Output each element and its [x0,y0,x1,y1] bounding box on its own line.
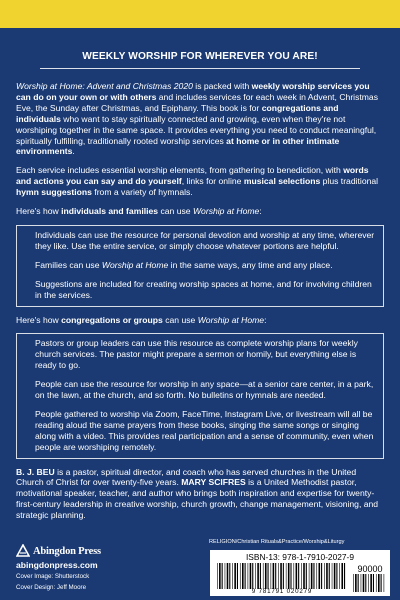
price-code: 90000 [357,564,383,574]
bold-phrase: hymn suggestions [16,187,92,198]
suggestions-item: Suggestions are included for creating worship spaces at home, and for involving children in the services. [35,278,372,300]
text-span: who want to stay spiritually connected and growing, even when they're not worshiping together in the same space. It provides everything you need to conduct meaningful, spiritually fulfilling, traditionally rooted worship services [16,113,377,146]
book-title-italic: Worship at Home: Advent and Christmas 2020 [16,81,193,91]
intro-paragraph [16,81,384,157]
groups-lead [16,315,384,326]
text-span: . [72,146,75,157]
individuals-item: Individuals can use the resource for personal devotion and worship at any time, wherever they like. Use the entire service, or simply choose whatever portions are helpful. [35,229,375,251]
text-span: is a United Methodist pastor, motivational speaker, teacher, and author who brings both inspiration and expertise for twenty-first-century leadership in creative worship, church growth, change management, visioning, and strategic planning. [16,477,379,521]
individuals-lead [16,206,384,217]
bold-phrase: musical selections [243,176,321,187]
text-span: and includes services for each week in Advent, Christmas Eve, the Sunday after Christmas, and Epiphany. This book is for [16,91,379,113]
book-title-italic: Worship at Home [192,206,260,217]
text-span: can use [162,314,198,325]
publisher-block [16,544,146,592]
back-cover-text [16,81,384,529]
services-paragraph [16,165,384,198]
ean-barcode [216,563,348,589]
text-span: can use [158,206,193,217]
author-name: B. J. BEU [16,466,55,477]
barcode-digits: 9 781791 020279 [251,588,313,595]
text-span: plus traditional [320,176,379,187]
book-title-italic: Worship at Home [197,314,265,325]
spaces-item: People can use the resource for worship in any space—at a senior care center, in a park, on the lawn, at the church, and so forth. No bulletins or hymnals are needed. [35,379,374,401]
text-span: Here's how [16,206,62,217]
tagline-underline [40,68,360,69]
bold-phrase: weekly worship services you can do on your own or with others [16,81,370,102]
text-span: is packed with [192,81,252,91]
text-span: Here's how [16,314,62,325]
addon-barcode [352,574,386,592]
author-name: MARY SCIFRES [181,477,246,488]
text-span: Families can use [35,259,102,270]
bold-phrase: at home or in other intimate environments [16,135,340,157]
cover-design-credit: Cover Design: Jeff Moore [16,584,87,591]
groups-box [16,333,384,458]
families-item [25,260,375,271]
tagline-heading: WEEKLY WORSHIP FOR WHEREVER YOU ARE! [82,51,318,62]
text-span: in the same ways, any time and any place. [168,259,333,270]
bold-phrase: congregations or groups [61,314,163,325]
bold-phrase: congregations and individuals [16,102,339,124]
bold-phrase: words and actions you can say and do yourself [16,165,369,187]
book-title-italic: Worship at Home [101,259,169,270]
isbn-label: ISBN-13: 978-1-7910-2027-9 [245,552,354,562]
publisher-name: Abingdon Press [33,545,101,557]
publisher-url[interactable]: abingdonpress.com [16,560,98,570]
top-yellow-banner [0,0,400,28]
abingdon-logo-icon [16,544,30,558]
text-span: from a variety of hymnals. [91,187,193,198]
text-span: : [259,206,262,217]
cover-image-credit: Cover Image: Shutterstock [16,573,90,580]
individuals-box [16,225,384,307]
subject-category: RELIGION/Christian Rituals&Practice/Worship&Liturgy [209,539,345,545]
publisher-logo [16,544,146,558]
text-span: Each service includes essential worship elements, from gathering to benediction, with [16,165,344,176]
barcode-panel [210,550,390,596]
bold-phrase: individuals and families [61,206,159,217]
text-span: , links for online [181,176,244,187]
pastors-item: Pastors or group leaders can use this resource as complete worship plans for weekly church services. The pastor might prepare a sermon or homily, but everything else is ready to go. [35,338,358,371]
text-span: : [264,314,267,325]
text-span: is a pastor, spiritual director, and coach who has served churches in the United Church of Christ for over twenty-five years. [16,466,357,488]
author-bio [16,467,384,522]
remote-item: People gathered to worship via Zoom, FaceTime, Instagram Live, or livestream will all be reading aloud the same prayers from these books, singing the same songs or singing along with a video. This provides real participation and a sense of community, even when people are worshiping remotely. [35,408,374,452]
